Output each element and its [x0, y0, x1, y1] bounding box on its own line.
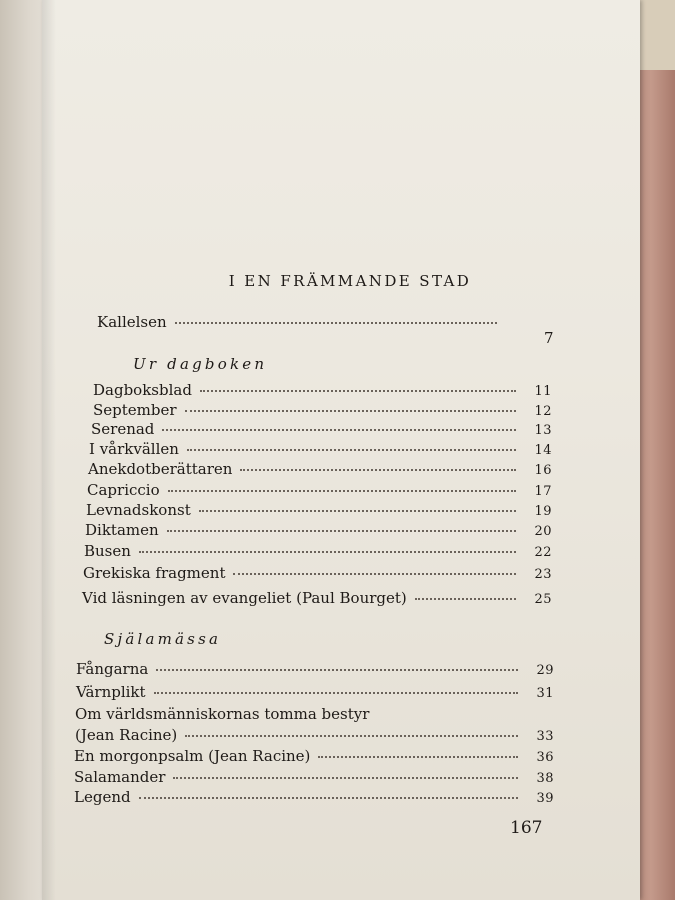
toc-entry-title: Anekdotberättaren [88, 460, 233, 478]
toc-entry-page: 39 [536, 791, 554, 806]
toc-entry [75, 704, 535, 724]
leader-dots [139, 791, 518, 799]
toc-entry-title: Legend [74, 788, 131, 806]
toc-entry-page: 25 [534, 592, 552, 607]
toc-entry [97, 312, 505, 332]
toc-entry [76, 659, 554, 679]
toc-entry [87, 480, 552, 500]
toc-entry-title: Capriccio [87, 481, 160, 499]
leader-dots [167, 524, 516, 532]
toc-entry-page: 38 [536, 771, 554, 786]
toc-entry-title: Om världsmänniskornas tomma bestyr [75, 705, 370, 723]
toc-entry-title: September [93, 401, 177, 419]
toc-entry [75, 725, 554, 745]
leader-dots [199, 504, 516, 512]
toc-entry-page: 29 [536, 663, 554, 678]
toc-entry [91, 419, 552, 439]
toc-entry-page-row [520, 328, 554, 348]
subsection-title: Själamässa [104, 630, 222, 648]
toc-entry-page: 19 [534, 504, 552, 519]
toc-entry-page: 20 [534, 524, 552, 539]
leader-dots [173, 771, 518, 779]
toc-entry-title: Serenad [91, 420, 155, 438]
leader-dots [139, 545, 516, 553]
leader-dots [185, 404, 516, 412]
toc-entry-page: 11 [534, 384, 552, 399]
leader-dots [175, 316, 497, 324]
toc-entry-title: Dagboksblad [93, 381, 192, 399]
toc-entry-title: Salamander [74, 768, 166, 786]
toc-entry [74, 746, 554, 766]
leader-dots [187, 443, 516, 451]
toc-entry [86, 500, 552, 520]
toc-entry [88, 459, 552, 479]
toc-entry-page: 13 [534, 423, 552, 438]
toc-entry-title: Värnplikt [76, 683, 146, 701]
toc-entry-page: 16 [534, 463, 552, 478]
toc-entry-page: 12 [534, 404, 552, 419]
toc-entry [76, 682, 554, 702]
toc-entry-title: Diktamen [85, 521, 159, 539]
leader-dots [233, 567, 516, 575]
toc-entry-page: 33 [536, 729, 554, 744]
section-heading: I EN FRÄMMANDE STAD [228, 272, 472, 290]
toc-entry-page: 31 [536, 686, 554, 701]
toc-entry-title: Busen [84, 542, 131, 560]
toc-entry [83, 563, 552, 583]
toc-entry-page: 22 [534, 545, 552, 560]
toc-entry-title: (Jean Racine) [75, 726, 178, 744]
toc-entry-page: 36 [536, 750, 554, 765]
toc-entry-title: Fångarna [76, 660, 149, 678]
toc-entry [84, 541, 552, 561]
leader-dots [415, 592, 516, 600]
toc-entry [85, 520, 552, 540]
leader-dots [154, 686, 518, 694]
leader-dots [240, 463, 516, 471]
toc-entry [82, 588, 552, 608]
toc-entry-title: Levnadskonst [86, 501, 191, 519]
toc-entry-title: Grekiska fragment [83, 564, 226, 582]
toc-entry [74, 767, 554, 787]
toc-entry-title: Vid läsningen av evangeliet (Paul Bourget) [82, 589, 407, 607]
toc-entry-title: Kallelsen [97, 313, 167, 331]
subsection-title: Ur dagboken [133, 355, 268, 373]
toc-entry [93, 400, 552, 420]
leader-dots [162, 423, 516, 431]
toc-entry-page: 14 [534, 443, 552, 458]
toc-entry-page: 7 [543, 329, 554, 347]
toc-entry [89, 439, 552, 459]
leader-dots [200, 384, 516, 392]
toc-entry [74, 787, 554, 807]
toc-entry-title: I vårkvällen [89, 440, 179, 458]
toc-entry-page: 23 [534, 567, 552, 582]
toc-entry-title: En morgonpsalm (Jean Racine) [74, 747, 311, 765]
page-number: 167 [510, 818, 543, 838]
toc-entry [93, 380, 552, 400]
leader-dots [156, 663, 518, 671]
leader-dots [185, 729, 518, 737]
leader-dots [168, 484, 516, 492]
toc-entry-page: 17 [534, 484, 552, 499]
leader-dots [318, 750, 518, 758]
